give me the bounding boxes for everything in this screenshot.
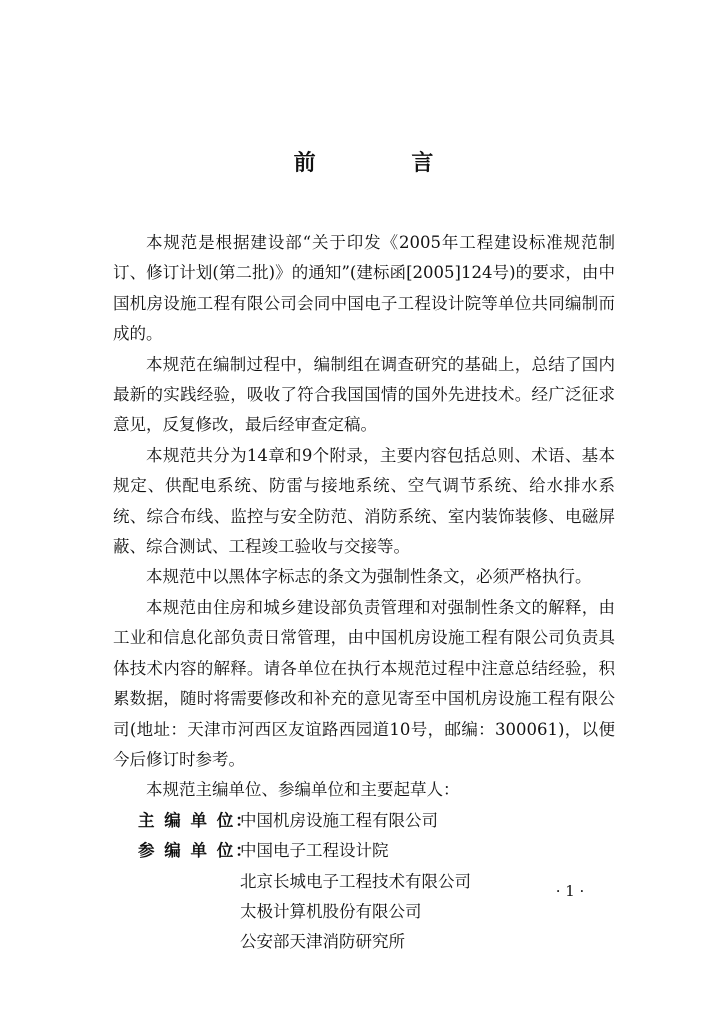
paragraph: 本规范是根据建设部“关于印发《2005年工程建设标准规范制订、修订计划(第二批)》的通知”(建标函[2005]124号)的要求，由中国机房设施工程有限公司会同中国电子工程设计院等单位共同编制而成的。 xyxy=(113,233,615,344)
chief-unit-name: 中国机房设施工程有限公司 xyxy=(240,810,438,830)
participating-unit-name: 公安部天津消防研究所 xyxy=(240,932,405,952)
paragraph: 本规范由住房和城乡建设部负责管理和对强制性条文的解释，由工业和信息化部负责日常管理，由中国机房设施工程有限公司负责具体技术内容的解释。请各单位在执行本规范过程中注意总结经验，积累数据，随时将需要修改和补充的意见寄至中国机房设施工程有限公司(地址：天津市河西区友谊路西园道10号，邮编：300061)，以便今后修订时参考。 xyxy=(113,597,615,769)
paragraph: 本规范共分为14章和9个附录，主要内容包括总则、术语、基本规定、供配电系统、防雷与接地系统、空气调节系统、给水排水系统、综合布线、监控与安全防范、消防系统、室内装饰装修、电磁屏蔽、综合测试、工程竣工验收与交接等。 xyxy=(113,445,615,557)
chief-unit-label: 主 编 单 位： xyxy=(138,810,254,830)
participating-units-label: 参 编 单 位： xyxy=(138,841,254,861)
chief-unit-row xyxy=(113,806,615,836)
participating-unit-name: 北京长城电子工程技术有限公司 xyxy=(240,871,471,891)
paragraph: 本规范中以黑体字标志的条文为强制性条文，必须严格执行。 xyxy=(146,567,592,587)
participating-unit-name: 中国电子工程设计院 xyxy=(240,841,389,861)
preface-body xyxy=(113,228,615,958)
chief-unit-names xyxy=(240,806,615,836)
page-number: · 1 · xyxy=(555,882,585,900)
page-title: 前 言 xyxy=(293,151,478,176)
participating-unit-name: 太极计算机股份有限公司 xyxy=(240,901,422,921)
paragraph: 本规范主编单位、参编单位和主要起草人： xyxy=(146,780,460,800)
paragraph: 本规范在编制过程中，编制组在调查研究的基础上，总结了国内最新的实践经验，吸收了符合我国国情的国外先进技术。经广泛征求意见，反复修改，最后经审查定稿。 xyxy=(113,354,615,435)
